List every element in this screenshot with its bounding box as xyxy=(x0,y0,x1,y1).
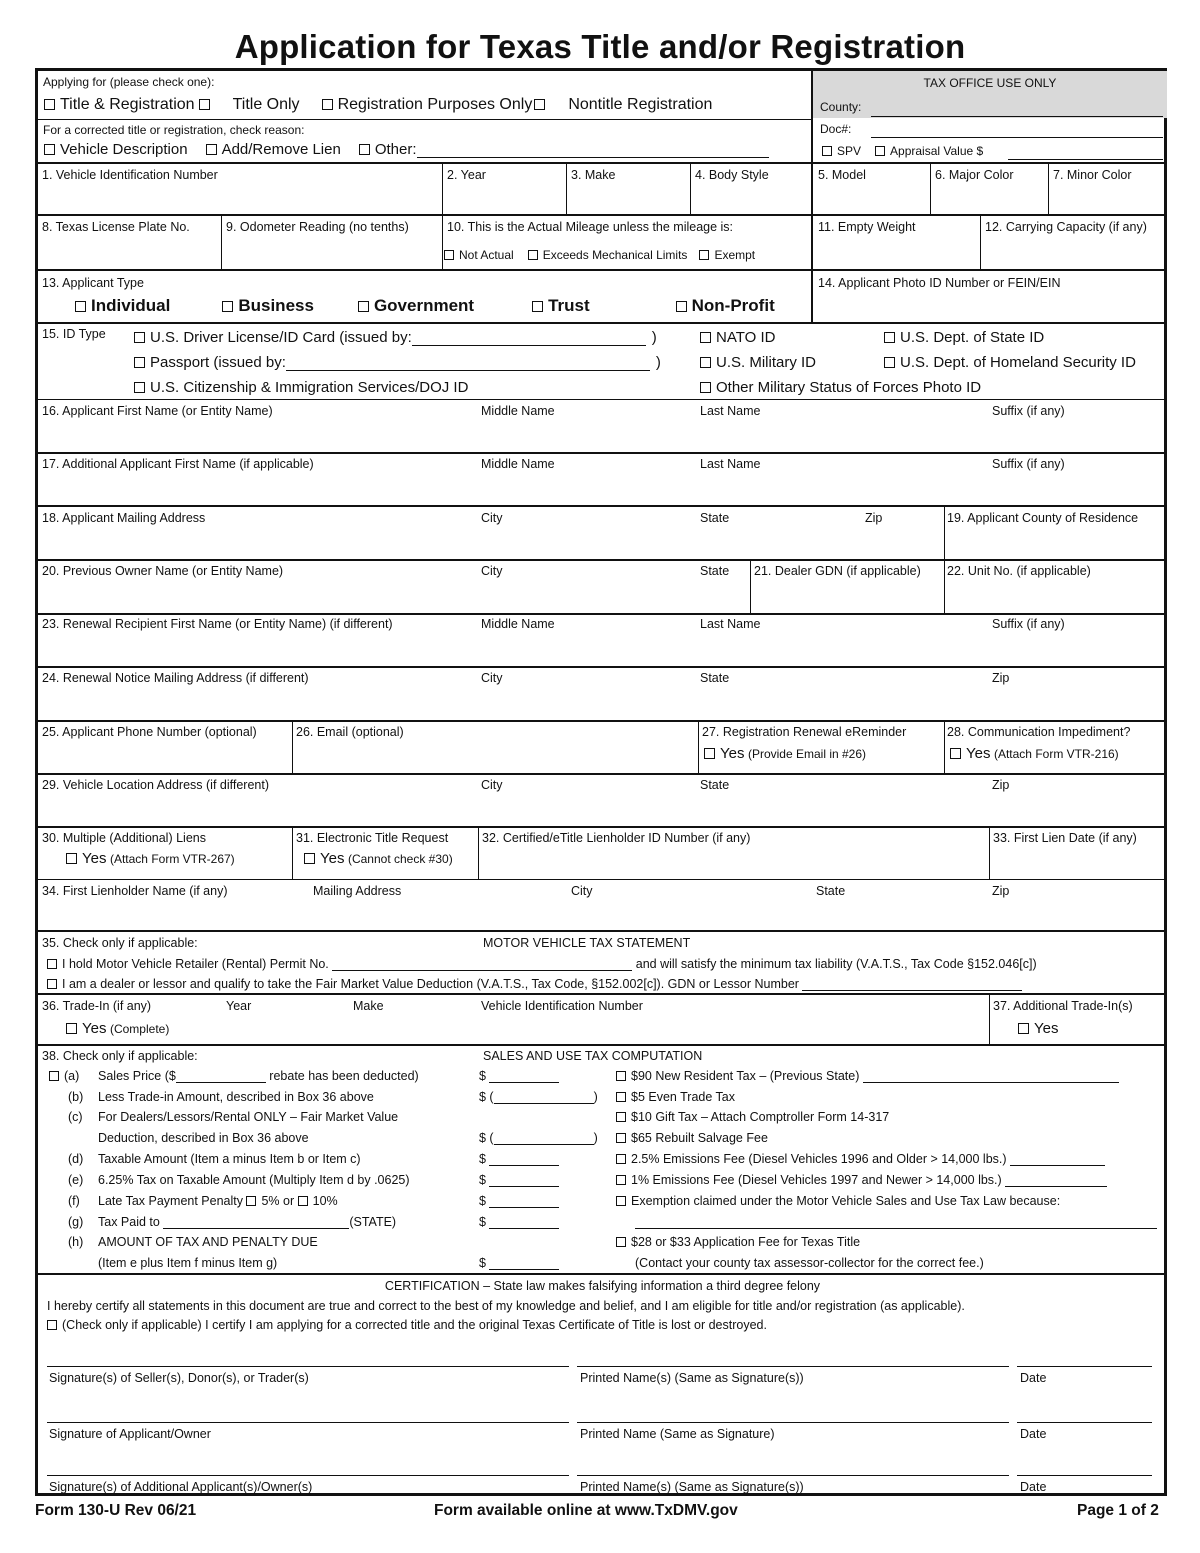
checkbox-exempt[interactable] xyxy=(699,250,709,260)
footer-online: Form available online at www.TxDMV.gov xyxy=(434,1502,738,1519)
field-34-city[interactable]: City xyxy=(571,884,593,898)
emissions-1-field[interactable] xyxy=(1005,1173,1107,1187)
field-16-middle[interactable]: Middle Name xyxy=(481,404,555,418)
field-24-state[interactable]: State xyxy=(700,671,730,685)
checkbox-title-only[interactable] xyxy=(199,99,210,110)
checkbox-driver-license[interactable] xyxy=(134,332,145,343)
field-17-additional-first[interactable]: 17. Additional Applicant First Name (if applicable) xyxy=(42,457,314,471)
checkbox-trust[interactable] xyxy=(532,301,543,312)
checkbox-additional-trade-in[interactable] xyxy=(1018,1023,1029,1034)
checkbox-nato[interactable] xyxy=(700,332,711,343)
checkbox-exemption[interactable] xyxy=(616,1196,626,1206)
checkbox-corrected-title[interactable] xyxy=(47,1320,57,1330)
amount-d[interactable]: $ xyxy=(479,1152,559,1166)
id-military: U.S. Military ID xyxy=(700,354,816,371)
field-23-middle[interactable]: Middle Name xyxy=(481,617,555,631)
field-30-yes: Yes (Attach Form VTR-267) xyxy=(66,850,235,867)
applicant-date-label: Date xyxy=(1020,1427,1047,1441)
field-2-year[interactable]: 2. Year xyxy=(447,168,486,182)
dl-issuer-field[interactable] xyxy=(412,332,646,346)
field-35-check: 35. Check only if applicable: xyxy=(42,936,198,950)
checkbox-impediment[interactable] xyxy=(950,748,961,759)
field-36-vin[interactable]: Vehicle Identification Number xyxy=(481,999,643,1013)
field-34-state[interactable]: State xyxy=(816,884,846,898)
field-29-city[interactable]: City xyxy=(481,778,503,792)
field-30-multiple-liens: 30. Multiple (Additional) Liens xyxy=(42,831,206,845)
applying-label: Applying for (please check one): xyxy=(43,75,215,89)
checkbox-gift-tax[interactable] xyxy=(616,1112,626,1122)
checkbox-uscis[interactable] xyxy=(134,382,145,393)
field-16-last[interactable]: Last Name xyxy=(700,404,761,418)
id-state-dept: U.S. Dept. of State ID xyxy=(884,329,1044,346)
field-16-first-name[interactable]: 16. Applicant First Name (or Entity Name) xyxy=(42,404,273,418)
field-24-city[interactable]: City xyxy=(481,671,503,685)
field-27-ereminder: 27. Registration Renewal eReminder xyxy=(702,725,907,739)
item-a: (a) xyxy=(49,1069,79,1083)
applicant-printed-label: Printed Name (Same as Signature) xyxy=(580,1427,775,1441)
emissions-25-field[interactable] xyxy=(1010,1152,1105,1166)
field-29-state[interactable]: State xyxy=(700,778,730,792)
field-11-empty-weight[interactable]: 11. Empty Weight xyxy=(818,220,916,234)
checkbox-not-actual[interactable] xyxy=(444,250,454,260)
field-19-county[interactable]: 19. Applicant County of Residence xyxy=(947,511,1139,525)
fee-emissions-1: 1% Emissions Fee (Diesel Vehicles 1997 and Newer > 14,000 lbs.) xyxy=(616,1173,1107,1187)
id-driver-license: U.S. Driver License/ID Card (issued by: ) xyxy=(134,329,657,346)
checkbox-emissions-1[interactable] xyxy=(616,1175,626,1185)
checkbox-nontitle[interactable] xyxy=(534,99,545,110)
field-14-photo-id[interactable]: 14. Applicant Photo ID Number or FEIN/EIN xyxy=(818,276,1061,290)
field-7-minor-color[interactable]: 7. Minor Color xyxy=(1053,168,1132,182)
fee-application-note: (Contact your county tax assessor-collector for the correct fee.) xyxy=(635,1256,984,1270)
date-line-seller[interactable] xyxy=(1017,1366,1152,1367)
footer-page: Page 1 of 2 xyxy=(1077,1502,1159,1519)
item-g-label: (g) xyxy=(68,1215,84,1229)
checkbox-passport[interactable] xyxy=(134,357,145,368)
seller-date-label: Date xyxy=(1020,1371,1047,1385)
field-18-state[interactable]: State xyxy=(700,511,730,525)
field-17-last[interactable]: Last Name xyxy=(700,457,761,471)
checkbox-10-percent[interactable] xyxy=(298,1196,308,1206)
field-36-trade-in: 36. Trade-In (if any) xyxy=(42,999,152,1013)
checkbox-application-fee[interactable] xyxy=(616,1237,626,1247)
doc-label: Doc#: xyxy=(820,122,852,136)
field-27-yes: Yes (Provide Email in #26) xyxy=(704,745,866,762)
field-20-city[interactable]: City xyxy=(481,564,503,578)
checkbox-multiple-liens[interactable] xyxy=(66,853,77,864)
field-8-plate[interactable]: 8. Texas License Plate No. xyxy=(42,220,190,234)
field-18-city[interactable]: City xyxy=(481,511,503,525)
field-16-suffix[interactable]: Suffix (if any) xyxy=(992,404,1065,418)
checkbox-ereminder[interactable] xyxy=(704,748,715,759)
item-g-text: Tax Paid to (STATE) xyxy=(98,1215,397,1229)
field-31-electronic-title: 31. Electronic Title Request xyxy=(296,831,449,845)
signature-line-seller[interactable] xyxy=(47,1366,569,1367)
seller-signature-label: Signature(s) of Seller(s), Donor(s), or Trader(s) xyxy=(49,1371,309,1385)
motor-vehicle-tax-header: MOTOR VEHICLE TAX STATEMENT xyxy=(483,936,691,950)
field-23-renewal-recipient[interactable]: 23. Renewal Recipient First Name (or Entity Name) (if different) xyxy=(42,617,393,631)
checkbox-add-remove-lien[interactable] xyxy=(206,144,217,155)
item-h-label: (h) xyxy=(68,1235,84,1249)
date-line-applicant[interactable] xyxy=(1017,1422,1152,1423)
corrected-label: For a corrected title or registration, check reason: xyxy=(43,123,305,137)
checkbox-registration-purposes[interactable] xyxy=(322,99,333,110)
fee-gift-tax: $10 Gift Tax – Attach Comptroller Form 14-317 xyxy=(616,1110,889,1124)
date-line-additional[interactable] xyxy=(1017,1475,1152,1476)
applying-options: Title & Registration Title Only Registration Purposes Only Nontitle Registration xyxy=(44,96,712,114)
field-31-yes: Yes (Cannot check #30) xyxy=(304,850,453,867)
checkbox-title-registration[interactable] xyxy=(44,99,55,110)
field-24-renewal-address[interactable]: 24. Renewal Notice Mailing Address (if different) xyxy=(42,671,309,685)
id-nato: NATO ID xyxy=(700,329,775,346)
field-33-first-lien-date[interactable]: 33. First Lien Date (if any) xyxy=(993,831,1137,845)
certification-check: (Check only if applicable) I certify I am applying for a corrected title and the original Texas Certificate of Title is lost or destroyed. xyxy=(47,1318,767,1332)
checkbox-electronic-title[interactable] xyxy=(304,853,315,864)
checkbox-new-resident[interactable] xyxy=(616,1071,626,1081)
tax-office-header: TAX OFFICE USE ONLY xyxy=(923,76,1057,90)
id-passport: Passport (issued by: ) xyxy=(134,354,661,371)
amount-b[interactable]: $ ( ) xyxy=(479,1090,598,1104)
checkbox-government[interactable] xyxy=(358,301,369,312)
gdn-lessor-field[interactable] xyxy=(802,977,1022,991)
checkbox-military[interactable] xyxy=(700,357,711,368)
checkbox-fmv-deduction[interactable] xyxy=(47,979,57,989)
checkbox-appraisal[interactable] xyxy=(875,146,885,156)
field-34-mailing[interactable]: Mailing Address xyxy=(313,884,402,898)
field-24-zip[interactable]: Zip xyxy=(992,671,1010,685)
checkbox-non-profit[interactable] xyxy=(676,301,687,312)
printed-line-additional[interactable] xyxy=(577,1475,1009,1476)
checkbox-individual[interactable] xyxy=(75,301,86,312)
checkbox-5-percent[interactable] xyxy=(246,1196,256,1206)
printed-line-seller[interactable] xyxy=(577,1366,1009,1367)
checkbox-trade-in[interactable] xyxy=(66,1023,77,1034)
other-reason-field[interactable] xyxy=(417,144,769,158)
field-28-yes: Yes (Attach Form VTR-216) xyxy=(950,745,1119,762)
field-23-suffix[interactable]: Suffix (if any) xyxy=(992,617,1065,631)
printed-line-applicant[interactable] xyxy=(577,1422,1009,1423)
applicant-signature-label: Signature of Applicant/Owner xyxy=(49,1427,211,1441)
field-15-id-type: 15. ID Type xyxy=(42,327,106,341)
checkbox-vehicle-description[interactable] xyxy=(44,144,55,155)
item-b-label: (b) xyxy=(68,1090,84,1104)
certification-header: CERTIFICATION – State law makes falsifying information a third degree felony xyxy=(384,1279,821,1293)
checkbox-spv[interactable] xyxy=(822,146,832,156)
amount-g[interactable]: $ xyxy=(479,1215,559,1229)
tax-paid-state-field[interactable] xyxy=(163,1215,349,1229)
passport-issuer-field[interactable] xyxy=(286,357,650,371)
amount-a[interactable]: $ xyxy=(479,1069,559,1083)
signature-line-applicant[interactable] xyxy=(47,1422,569,1423)
id-other-military: Other Military Status of Forces Photo ID xyxy=(700,379,981,396)
fee-exemption: Exemption claimed under the Motor Vehicle Sales and Use Tax Law because: xyxy=(616,1194,1060,1208)
corrected-reasons: Vehicle Description Add/Remove Lien Other: xyxy=(44,141,769,158)
field-20-previous-owner[interactable]: 20. Previous Owner Name (or Entity Name) xyxy=(42,564,284,578)
field-26-email[interactable]: 26. Email (optional) xyxy=(296,725,404,739)
additional-printed-label: Printed Name(s) (Same as Signature(s)) xyxy=(580,1480,804,1494)
field-36-year[interactable]: Year xyxy=(226,999,252,1013)
checkbox-other-military[interactable] xyxy=(700,382,711,393)
spv-appraisal: SPV Appraisal Value $ xyxy=(822,144,983,158)
item-e-text: 6.25% Tax on Taxable Amount (Multiply Item d by .0625) xyxy=(98,1173,410,1187)
field-23-last[interactable]: Last Name xyxy=(700,617,761,631)
checkbox-business[interactable] xyxy=(222,301,233,312)
field-35-dealer: I am a dealer or lessor and qualify to take the Fair Market Value Deduction (V.A.T.S., Tax Code, §152.002[c]). GDN or Lessor Number xyxy=(47,977,1022,991)
fee-application: $28 or $33 Application Fee for Texas Title xyxy=(616,1235,860,1249)
county-label: County: xyxy=(820,100,862,114)
checkbox-other[interactable] xyxy=(359,144,370,155)
id-uscis: U.S. Citizenship & Immigration Services/DOJ ID xyxy=(134,379,468,396)
fee-new-resident: $90 New Resident Tax – (Previous State) xyxy=(616,1069,1119,1083)
field-10-options: Not Actual Exceeds Mechanical Limits Exempt xyxy=(444,248,755,262)
certification-text: I hereby certify all statements in this document are true and correct to the best of my knowledge and belief, and I am eligible for title and/or registration (as applicable). xyxy=(47,1299,965,1313)
field-34-first-lienholder[interactable]: 34. First Lienholder Name (if any) xyxy=(42,884,228,898)
field-38-check: 38. Check only if applicable: xyxy=(42,1049,198,1063)
field-10-mileage: 10. This is the Actual Mileage unless the mileage is: xyxy=(447,220,734,234)
item-c-text: For Dealers/Lessors/Rental ONLY – Fair Market Value xyxy=(98,1110,399,1124)
field-21-dealer-gdn[interactable]: 21. Dealer GDN (if applicable) xyxy=(754,564,921,578)
form-title: Application for Texas Title and/or Registration xyxy=(234,28,966,65)
checkbox-exceeds[interactable] xyxy=(528,250,538,260)
field-22-unit-no[interactable]: 22. Unit No. (if applicable) xyxy=(947,564,1091,578)
checkbox-retailer-permit[interactable] xyxy=(47,959,57,969)
footer-form-number: Form 130-U Rev 06/21 xyxy=(35,1502,197,1519)
field-4-body-style[interactable]: 4. Body Style xyxy=(695,168,769,182)
item-a-text: Sales Price ($ rebate has been deducted) xyxy=(98,1069,419,1083)
field-17-suffix[interactable]: Suffix (if any) xyxy=(992,457,1065,471)
field-13-applicant-type: 13. Applicant Type xyxy=(42,276,144,290)
seller-printed-label: Printed Name(s) (Same as Signature(s)) xyxy=(580,1371,804,1385)
amount-h[interactable]: $ xyxy=(479,1256,559,1270)
field-34-zip[interactable]: Zip xyxy=(992,884,1010,898)
checkbox-item-a[interactable] xyxy=(49,1071,59,1081)
application-form xyxy=(35,68,1167,1496)
permit-number-field[interactable] xyxy=(332,957,632,971)
item-f-label: (f) xyxy=(68,1194,80,1208)
field-35-permit: I hold Motor Vehicle Retailer (Rental) Permit No. and will satisfy the minimum tax liability (V.A.T.S., Tax Code §152.046[c]) xyxy=(47,957,1037,971)
field-20-state[interactable]: State xyxy=(700,564,730,578)
applicant-type-options: Individual Business Government Trust Non-Profit xyxy=(75,296,775,315)
item-d-label: (d) xyxy=(68,1152,84,1166)
field-37-additional-trade-in: 37. Additional Trade-In(s) xyxy=(993,999,1133,1013)
item-d-text: Taxable Amount (Item a minus Item b or Item c) xyxy=(98,1152,361,1166)
field-36-make[interactable]: Make xyxy=(353,999,384,1013)
field-32-lienholder-id[interactable]: 32. Certified/eTitle Lienholder ID Number (if any) xyxy=(482,831,751,845)
item-c-text2: Deduction, described in Box 36 above xyxy=(98,1131,309,1145)
item-c-label: (c) xyxy=(68,1110,83,1124)
amount-f[interactable]: $ xyxy=(479,1194,559,1208)
id-homeland: U.S. Dept. of Homeland Security ID xyxy=(884,354,1136,371)
field-3-make[interactable]: 3. Make xyxy=(571,168,616,182)
field-1-vin[interactable]: 1. Vehicle Identification Number xyxy=(42,168,218,182)
additional-signature-label: Signature(s) of Additional Applicant(s)/Owner(s) xyxy=(49,1480,313,1494)
field-12-carrying-capacity[interactable]: 12. Carrying Capacity (if any) xyxy=(985,220,1147,234)
checkbox-emissions-25[interactable] xyxy=(616,1154,626,1164)
fee-rebuilt-salvage: $65 Rebuilt Salvage Fee xyxy=(616,1131,768,1145)
checkbox-homeland[interactable] xyxy=(884,357,895,368)
field-36-yes: Yes (Complete) xyxy=(66,1020,169,1037)
field-5-model[interactable]: 5. Model xyxy=(818,168,866,182)
checkbox-even-trade[interactable] xyxy=(616,1092,626,1102)
field-6-major-color[interactable]: 6. Major Color xyxy=(935,168,1014,182)
field-37-yes: Yes xyxy=(1018,1020,1058,1037)
item-h-text: AMOUNT OF TAX AND PENALTY DUE xyxy=(98,1235,318,1249)
fee-even-trade: $5 Even Trade Tax xyxy=(616,1090,735,1104)
field-17-middle[interactable]: Middle Name xyxy=(481,457,555,471)
previous-state-field[interactable] xyxy=(863,1069,1119,1083)
fee-emissions-25: 2.5% Emissions Fee (Diesel Vehicles 1996 and Older > 14,000 lbs.) xyxy=(616,1152,1105,1166)
field-28-impediment: 28. Communication Impediment? xyxy=(947,725,1131,739)
field-29-zip[interactable]: Zip xyxy=(992,778,1010,792)
checkbox-state-dept[interactable] xyxy=(884,332,895,343)
sales-tax-header: SALES AND USE TAX COMPUTATION xyxy=(483,1049,703,1063)
field-9-odometer[interactable]: 9. Odometer Reading (no tenths) xyxy=(226,220,409,234)
additional-date-label: Date xyxy=(1020,1480,1047,1494)
signature-line-additional[interactable] xyxy=(47,1475,569,1476)
checkbox-rebuilt-salvage[interactable] xyxy=(616,1133,626,1143)
field-18-mailing-address[interactable]: 18. Applicant Mailing Address xyxy=(42,511,206,525)
amount-c[interactable]: $ ( ) xyxy=(479,1131,598,1145)
item-f-text: Late Tax Payment Penalty 5% or 10% xyxy=(98,1194,338,1208)
amount-e[interactable]: $ xyxy=(479,1173,559,1187)
item-e-label: (e) xyxy=(68,1173,84,1187)
field-18-zip[interactable]: Zip xyxy=(865,511,883,525)
item-h-text2: (Item e plus Item f minus Item g) xyxy=(98,1256,278,1270)
field-29-location-address[interactable]: 29. Vehicle Location Address (if different) xyxy=(42,778,269,792)
item-b-text: Less Trade-in Amount, described in Box 36 above xyxy=(98,1090,374,1104)
field-25-phone[interactable]: 25. Applicant Phone Number (optional) xyxy=(42,725,257,739)
rebate-field[interactable] xyxy=(176,1069,266,1083)
